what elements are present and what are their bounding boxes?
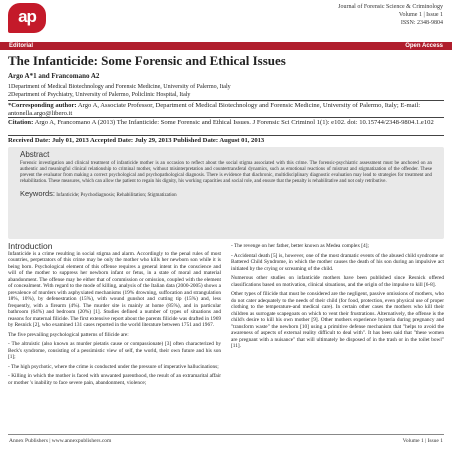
keywords-text: Infanticide; Psychodiagnosis; Rehabilitation; Stigmatization — [55, 193, 177, 198]
keywords-label: Keywords: — [20, 189, 56, 198]
correspondence-label: *Corresponding author: — [8, 102, 77, 109]
citation — [8, 119, 444, 127]
journal-issn: ISSN: 2348-9804 — [400, 20, 443, 26]
dates-text: Received Date: July 01, 2013 Accepted Date: July 29, 2013 Published Date: August 01, 2013 — [8, 137, 265, 144]
article-dates — [8, 137, 444, 145]
footer-volume: Volume 1 | Issue 1 — [402, 438, 443, 444]
divider — [8, 117, 444, 118]
affiliation-1: 1Department of Medical Biotechnology and Forensic Medicine, University of Palermo, Italy — [8, 84, 231, 90]
paragraph: - The high psychotic, where the crime is conducted under the pressure of imperative hallucinations; — [8, 363, 219, 370]
keywords — [20, 189, 432, 198]
open-access-label: Open Access — [405, 43, 443, 49]
paragraph: - The altruistic (also known as murder pietatis cause or compassionate) [3] often characterized by Beck's syndrome, consisting of a pessimistic view of self, the world, their own future and his son [1]; — [8, 341, 221, 360]
journal-info — [338, 3, 443, 27]
page-footer — [0, 436, 452, 446]
affiliation-2: 2Department of Psychiatry, University of Palermo, Policlinic Hospital, Italy — [8, 92, 191, 98]
paragraph: Numerous other studies on infanticide mothers have been published since Resnick offered classifications based on motivation, clinical situations, and the origin of the impulse to kill [6-8]. — [231, 275, 444, 288]
abstract-box — [8, 147, 444, 239]
abstract-body: Forensic investigation and clinical treatment of infanticide mother is an occasion to reflect about the social stigma associated with this crime. The forensic-psychiatric assessment must be anchored on an authentic and meaningful clinical relationship to criminal mother, without misinterpretation and countertransferal dynamics, such as emotional reactions of mistrust and stigmatization of the offender. These prevent the evaluator from making a correct psychological and psychopathological diagnosis. There is evidence that diachronic, multidisciplinary diagnostic evaluation may lead to strategies for treatment and rehabilitation. These measures, which can allow the patient to regain his dignity, his working capacities and social role, and ensure that the penalty is rehabilitative and not only retributive. — [20, 161, 432, 184]
citation-label: Citation: — [8, 119, 34, 126]
correspondence — [8, 102, 444, 117]
left-column — [8, 243, 221, 389]
paragraph: Infanticide is a crime resulting in social stigma and alarm. Accordingly to the penal rules of most countries, perpetrators of this crime may be only the mother who kills her newborn son while it is being born. Psychological element of this offense requires a general intent in the conscience and will of the mother to suppress her newborn infant or fetus, in a state of moral and material abandonment. The offense may be either that of commission or omission, coupled with the element of concealment. With regard to the mode of killing, analysis of the Italian data (2000-2005) shows a prevalence of murders with asphyxiated mechanisms (19% drowning, suffocation and strangulation 18%, 10%), by defenestration (15%), with wound gunshot and cutting tip (15%) and, less frequently, with a firearm (4%). The murder site is mainly at home (85%), and in particular bathroom (64%) and bedroom (20%) [1]. Studies defined a number of types of situations and reasons for maternal filicide. The first extensive report about the parents filicide was drafted in 1969 by Resnick [2], who examined 131 cases reported in the world literature between 1751 and 1967. — [8, 250, 221, 328]
paragraph: - Killing in which the mother is faced with unwanted parenthood, the result of an extramarital affair or mother 's inability to face severe pain, abandonment, violence; — [8, 373, 221, 386]
article-type-band — [0, 42, 452, 50]
paragraph: The five prevailing psychological patterns of filicide are: — [8, 331, 129, 338]
paragraph: - Accidental death [5] is, however, one of the most dramatic events of the abused child syndrome or Battered Child Syndrome, in which the mother causes the death of his son during an impulsive act initiated by the crying or screaming of the child. — [231, 252, 444, 272]
citation-text: Argo A, Francomano A (2013) The Infanticide: Some Forensic and Ethical Issues. J Forensic Sci Criminol 1(1): e102. doi: 10.15744/2348-9804.1.e102 — [33, 119, 434, 126]
paragraph: Other types of filicide that must be considered are the negligent, passive omissions of mothers, who do not cater adequately to the needs of their child (for food, protection, even physical use of proper clothing to the temperature-and medical care). In certain other cases the mothers who kill their children as surrogate scapegoats on which to vent their frustrations. Alternatively, the offense is the child's desire to kill his own mother [9]. Other mothers experience hysteria during pregnancy and "transform waste" the newborn [10] using a primitive defense mechanism that "helps to avoid the awareness of aspects of external reality difficult to deal with". It has been said that "these women are pregnant with a nuisance" that will ultimately be disposed of in the trash or in the toilet bowl" [11]. — [231, 291, 444, 349]
divider — [8, 135, 444, 136]
journal-name: Journal of Forensic Science & Criminology — [338, 4, 443, 10]
publisher-logo — [8, 3, 46, 33]
paragraph: - The revenge on her father, better known as Medea complex [4]; — [231, 243, 369, 249]
divider — [8, 100, 444, 101]
right-column — [231, 243, 444, 353]
authors: Argo A*1 and Francomano A2 — [8, 72, 100, 80]
abstract-heading: Abstract — [20, 150, 50, 159]
logo-text: ap — [18, 7, 36, 26]
article-type: Editorial — [9, 43, 34, 49]
footer-divider — [8, 434, 444, 435]
article-title: The Infanticide: Some Forensic and Ethical Issues — [8, 53, 286, 68]
section-heading: Introduction — [8, 241, 53, 251]
journal-volume: Volume 1 | Issue 1 — [398, 12, 443, 18]
correspondence-text: Argo A, Associate Professor, Department of Medical Biotechnology and Forensic Medicine, University of Palermo, Italy; E-mail: antonella.argo@libero.it — [8, 102, 421, 117]
footer-publisher: Annex Publishers | www.annexpublishers.com — [9, 438, 112, 444]
